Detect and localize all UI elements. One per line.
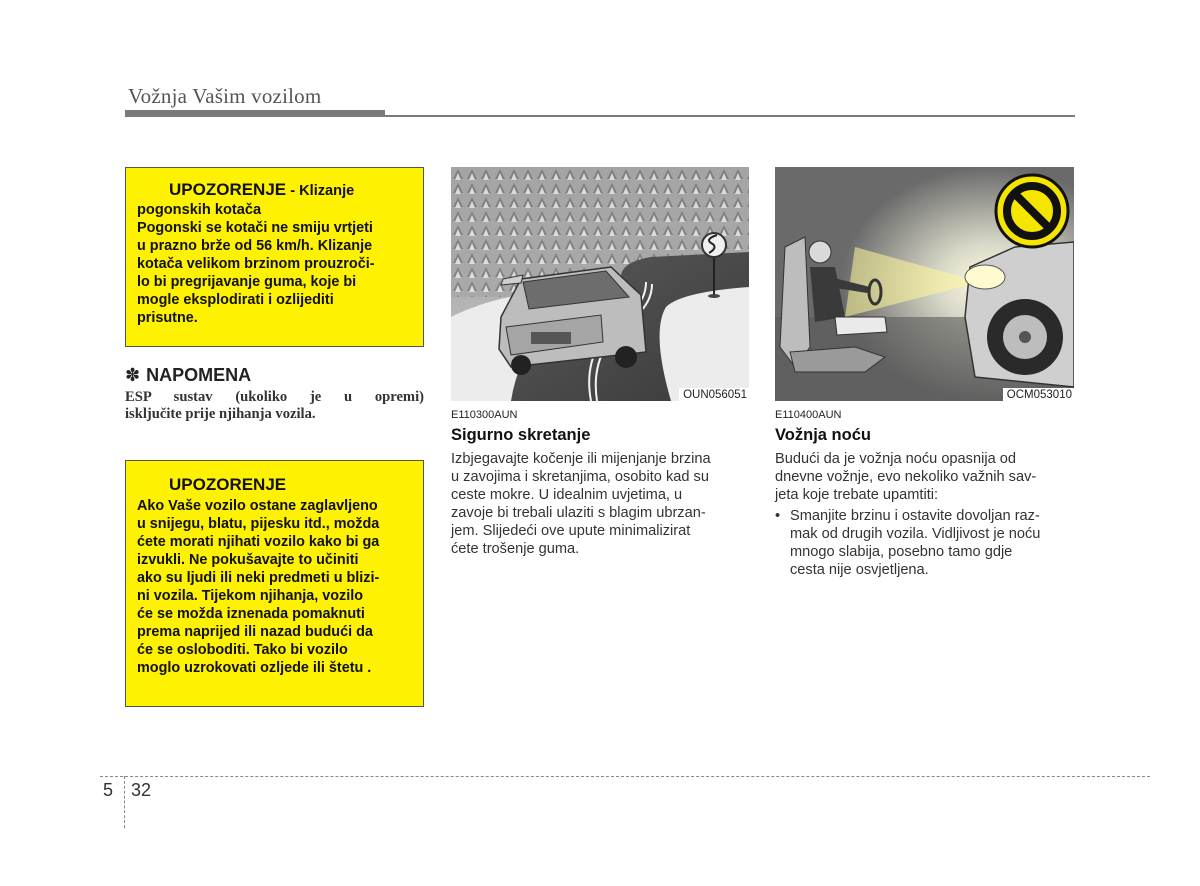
footer-divider — [100, 776, 1150, 777]
figure-night-driving — [775, 167, 1074, 401]
note-line: ESP sustav (ukoliko je u opremi) — [125, 389, 424, 405]
section-line: jem. Slijedeći ove upute minimalizirat — [451, 523, 691, 539]
page-header-title: Vožnja Vašim vozilom — [128, 84, 322, 108]
section-title: Sigurno skretanje — [451, 426, 591, 444]
warning-title: UPOZORENJE — [169, 475, 287, 494]
warning-line: lo bi pregrijavanje guma, koje bi — [137, 274, 357, 290]
bullet-line: mnogo slabija, posebno tamo gdje — [790, 544, 1013, 560]
section-code: E110400AUN — [775, 409, 842, 421]
note-star-icon: ✽ — [125, 365, 141, 385]
figure-curved-road — [451, 167, 749, 401]
warning-line: ćete morati njihati vozilo kako bi ga — [137, 534, 380, 550]
warning-line: Ako Vaše vozilo ostane zaglavljeno — [137, 498, 378, 514]
section-line: ceste mokre. U idealnim uvjetima, u — [451, 487, 683, 503]
warning-box-wheel-spin — [125, 167, 424, 347]
warning-line: moglo uzrokovati ozljede ili štetu . — [137, 660, 372, 676]
prohibition-sign-icon — [996, 175, 1068, 247]
section-line: dnevne vožnje, evo nekoliko važnih sav- — [775, 469, 1037, 485]
warning-line: ni vozila. Tijekom njihanja, vozilo — [137, 588, 364, 604]
note-heading — [125, 365, 251, 386]
warning-line: kotača velikom brzinom prouzroči- — [137, 256, 375, 272]
section-line: Izbjegavajte kočenje ili mijenjanje brzina — [451, 451, 711, 467]
curved-road-illustration — [451, 167, 749, 401]
warning-subtitle: - Klizanje — [286, 183, 355, 199]
warning-title: UPOZORENJE — [169, 180, 287, 199]
header-rule-thick — [125, 110, 385, 117]
warning-line: će se osloboditi. Tako bi vozilo — [137, 642, 348, 658]
note-body — [125, 389, 424, 423]
header-rule-thin — [385, 115, 1075, 117]
figure-code: OUN056051 — [679, 388, 749, 401]
footer-page-number: 32 — [131, 780, 152, 800]
section-line: jeta koje trebate upamtiti: — [775, 487, 939, 503]
footer-page-separator — [124, 776, 125, 828]
section-line: Budući da je vožnja noću opasnija od — [775, 451, 1016, 467]
bullet-line: Smanjite brzinu i ostavite dovoljan raz- — [790, 508, 1040, 524]
warning-line: prema naprijed ili nazad budući da — [137, 624, 373, 640]
warning-line: u snijegu, blatu, pijesku itd., možda — [137, 516, 380, 532]
warning-box-rocking — [125, 460, 424, 707]
warning-subtitle-end: pogonskih kotača — [137, 202, 262, 218]
bullet-line: cesta nije osvjetljena. — [790, 562, 929, 578]
bullet-item — [775, 507, 1074, 579]
note-line: isključite prije njihanja vozila. — [125, 406, 316, 422]
bullet-icon: • — [775, 508, 781, 524]
section-line: zavoje bi trebali ulaziti s blagim ubrzan- — [451, 505, 706, 521]
section-body — [775, 450, 1074, 504]
footer-section-number: 5 — [103, 780, 114, 800]
warning-line: izvukli. Ne pokušavajte to učiniti — [137, 552, 359, 568]
warning-line: u prazno brže od 56 km/h. Klizanje — [137, 238, 373, 254]
warning-line: prisutne. — [137, 310, 198, 326]
section-line: ćete trošenje guma. — [451, 541, 580, 557]
note-title: NAPOMENA — [146, 365, 252, 385]
warning-line: Pogonski se kotači ne smiju vrtjeti — [137, 220, 373, 236]
night-driving-illustration — [775, 167, 1074, 401]
section-title: Vožnja noću — [775, 426, 871, 444]
bullet-line: mak od drugih vozila. Vidljivost je noću — [790, 526, 1041, 542]
warning-title-line — [137, 180, 413, 201]
warning-line: mogle eksplodirati i ozlijediti — [137, 292, 334, 308]
section-line: u zavojima i skretanjima, osobito kad su — [451, 469, 709, 485]
warning-line: ako su ljudi ili neki predmeti u blizi- — [137, 570, 380, 586]
warning-line: će se možda iznenada pomaknuti — [137, 606, 365, 622]
section-body — [451, 450, 749, 558]
section-code: E110300AUN — [451, 409, 518, 421]
figure-code: OCM053010 — [1003, 388, 1074, 401]
